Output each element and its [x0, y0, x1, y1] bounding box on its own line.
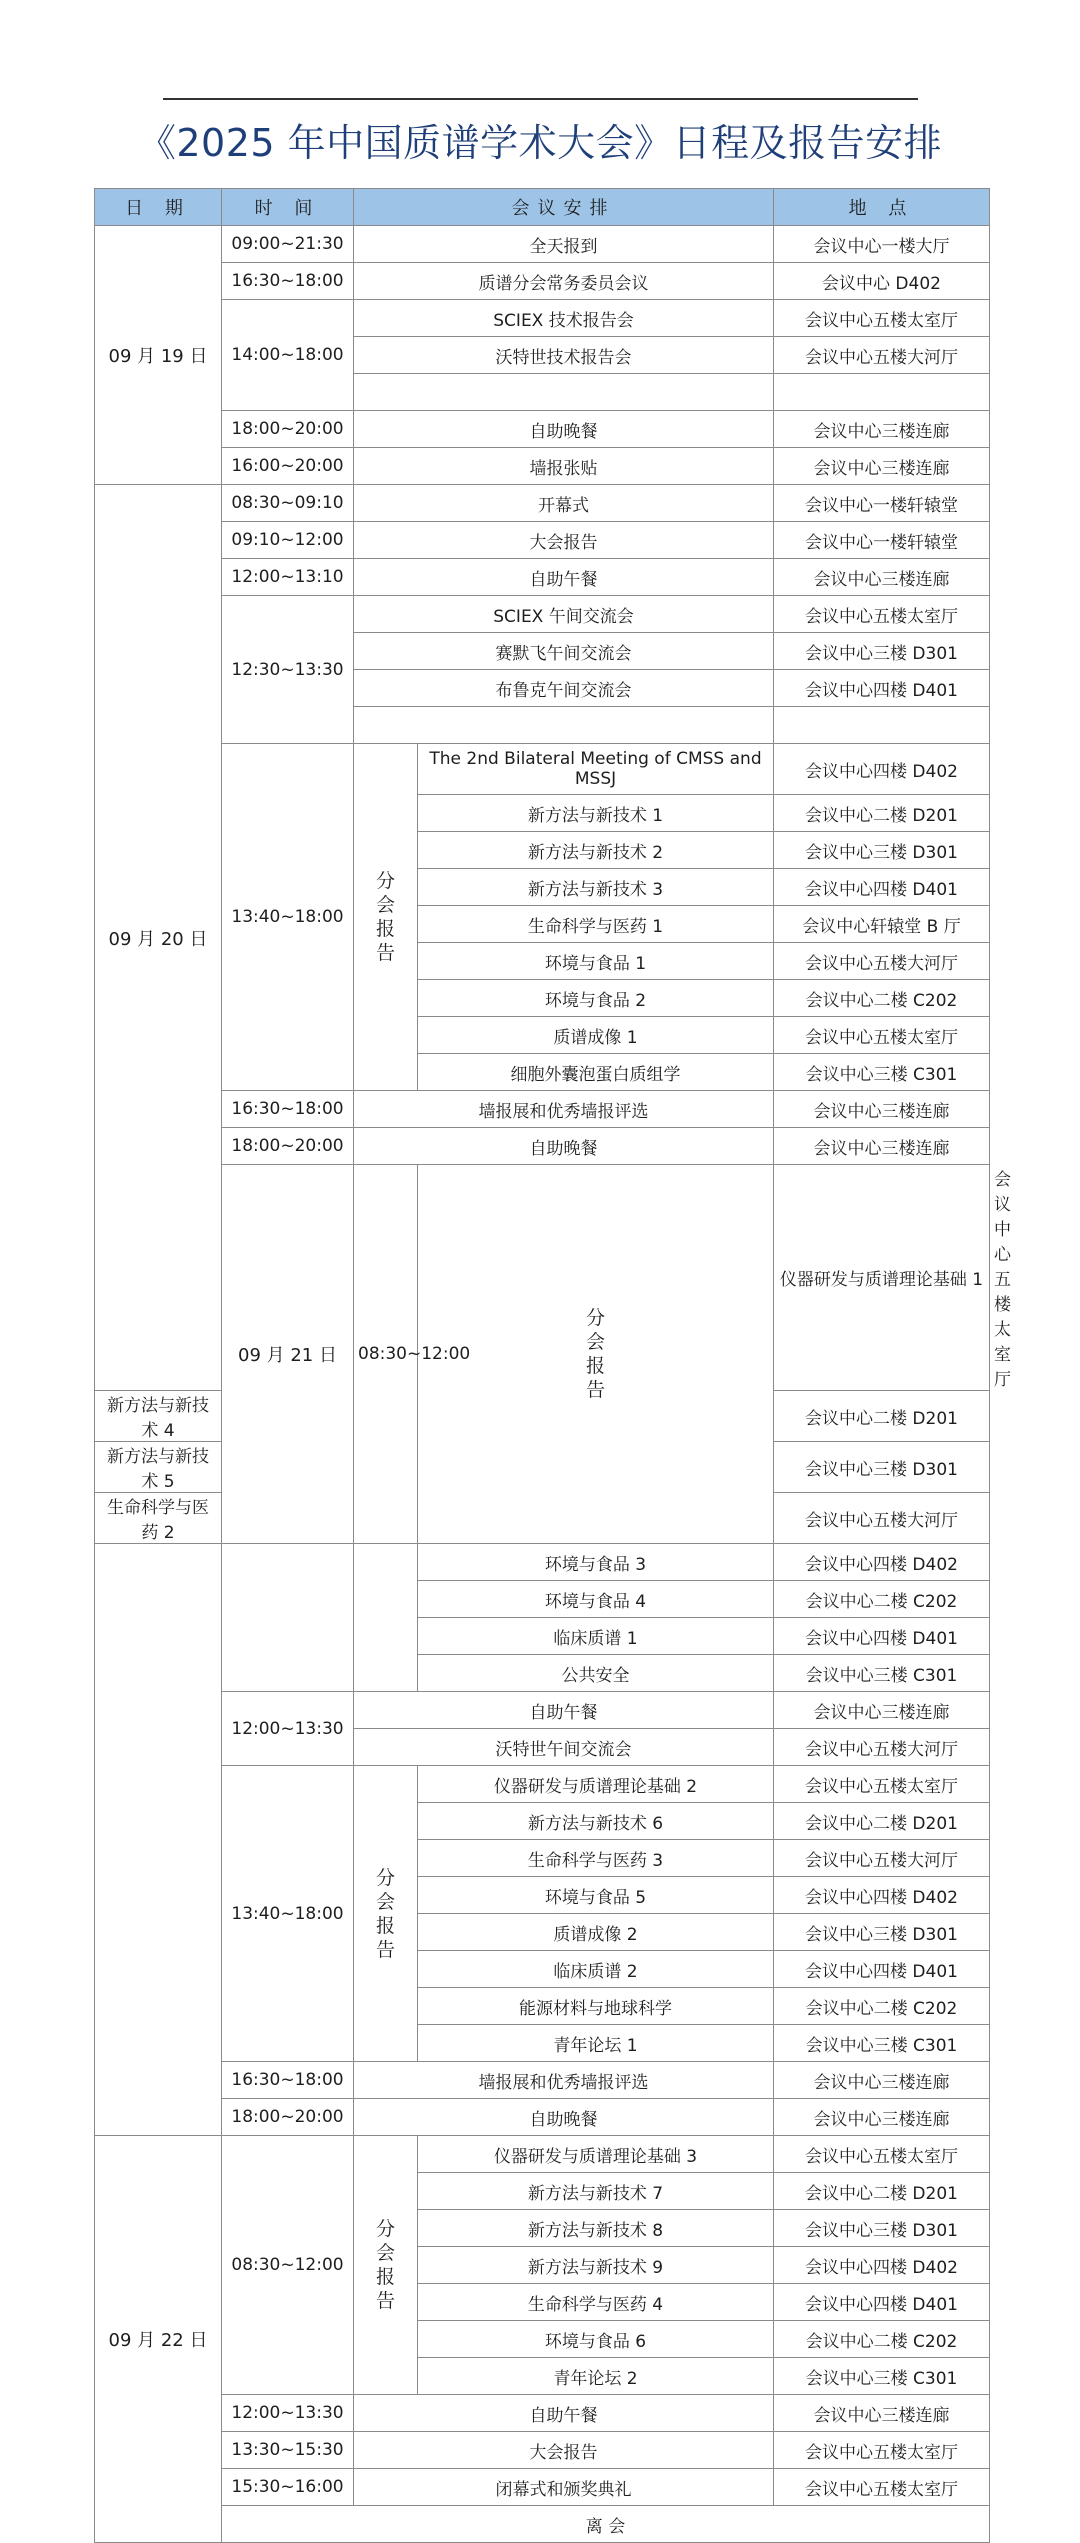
time-cell: 13:30~15:30	[222, 2432, 354, 2469]
table-row	[95, 226, 990, 263]
location-cell: 会议中心 D402	[774, 263, 990, 300]
location-cell: 会议中心三楼 C301	[774, 2025, 990, 2062]
empty-cell	[95, 1544, 222, 2136]
table-header-row	[95, 189, 990, 226]
session-name: 仪器研发与质谱理论基础 3	[418, 2136, 774, 2173]
header-location: 地 点	[774, 189, 990, 226]
time-cell: 16:30~18:00	[222, 1091, 354, 1128]
location-cell: 会议中心二楼 D201	[774, 795, 990, 832]
table-row	[95, 411, 990, 448]
session-name: 仪器研发与质谱理论基础 2	[418, 1766, 774, 1803]
time-cell: 08:30~12:00	[354, 1165, 418, 1544]
time-cell: 14:00~18:00	[222, 300, 354, 411]
time-cell: 12:00~13:30	[222, 1692, 354, 1766]
table-row	[95, 744, 990, 795]
table-row	[95, 2062, 990, 2099]
event-cell: 质谱分会常务委员会议	[354, 263, 774, 300]
session-name: 新方法与新技术 8	[418, 2210, 774, 2247]
session-name: 生命科学与医药 2	[95, 1493, 222, 1544]
session-name: 环境与食品 5	[418, 1877, 774, 1914]
location-cell: 会议中心三楼连廊	[774, 1091, 990, 1128]
table-row	[95, 2395, 990, 2432]
location-cell: 会议中心二楼 D201	[774, 2173, 990, 2210]
session-name: 新方法与新技术 5	[95, 1442, 222, 1493]
date-cell: 09 月 21 日	[222, 1165, 354, 1544]
location-cell: 会议中心三楼连廊	[774, 448, 990, 485]
session-name: 新方法与新技术 3	[418, 869, 774, 906]
session-name: 新方法与新技术 4	[95, 1391, 222, 1442]
location-cell: 会议中心四楼 D401	[774, 1618, 990, 1655]
table-row	[95, 263, 990, 300]
table-row	[95, 1544, 990, 1581]
location-cell: 会议中心五楼太室厅	[774, 2136, 990, 2173]
session-name: 生命科学与医药 1	[418, 906, 774, 943]
event-cell: 自助午餐	[354, 1692, 774, 1729]
session-name: 临床质谱 1	[418, 1618, 774, 1655]
event-cell: 闭幕式和颁奖典礼	[354, 2469, 774, 2506]
location-cell: 会议中心四楼 D402	[774, 1877, 990, 1914]
session-name: 生命科学与医药 4	[418, 2284, 774, 2321]
session-label-char: 报	[585, 1355, 605, 1377]
session-name: 环境与食品 6	[418, 2321, 774, 2358]
session-name: 新方法与新技术 6	[418, 1803, 774, 1840]
location-cell: 会议中心四楼 D402	[774, 744, 990, 795]
session-name: The 2nd Bilateral Meeting of CMSS and MSSJ	[418, 744, 774, 795]
location-cell: 会议中心三楼 D301	[774, 1914, 990, 1951]
location-cell: 会议中心三楼 D301	[774, 1442, 990, 1493]
empty-cell	[354, 1544, 418, 1692]
table-row	[95, 1766, 990, 1803]
session-label	[354, 2136, 418, 2395]
location-cell: 会议中心一楼轩辕堂	[774, 522, 990, 559]
location-cell: 会议中心三楼连廊	[774, 1128, 990, 1165]
time-cell: 12:30~13:30	[222, 596, 354, 744]
location-cell: 会议中心四楼 D401	[774, 1951, 990, 1988]
location-cell: 会议中心五楼太室厅	[774, 1017, 990, 1054]
table-row	[95, 2432, 990, 2469]
session-label-char: 分	[375, 870, 395, 892]
session-label-char: 报	[375, 918, 395, 940]
location-cell: 会议中心三楼连廊	[774, 2062, 990, 2099]
session-label-char: 分	[375, 1866, 395, 1889]
time-cell: 09:00~21:30	[222, 226, 354, 263]
session-name: 新方法与新技术 1	[418, 795, 774, 832]
event-cell: 大会报告	[354, 2432, 774, 2469]
session-name: 细胞外囊泡蛋白质组学	[418, 1054, 774, 1091]
location-cell: 会议中心五楼大河厅	[774, 1493, 990, 1544]
event-cell: 自助晚餐	[354, 1128, 774, 1165]
session-name: 环境与食品 3	[418, 1544, 774, 1581]
event-cell: SCIEX 午间交流会	[354, 596, 774, 633]
session-label	[354, 1766, 418, 2062]
session-name: 生命科学与医药 3	[418, 1840, 774, 1877]
header-time: 时 间	[222, 189, 354, 226]
location-cell: 会议中心二楼 C202	[774, 1988, 990, 2025]
session-label-char: 报	[375, 2266, 395, 2288]
session-label-char: 会	[375, 1890, 395, 1913]
session-label-char: 分	[585, 1307, 605, 1329]
table-row	[95, 559, 990, 596]
location-cell: 会议中心二楼 D201	[774, 1803, 990, 1840]
location-cell: 会议中心三楼连廊	[774, 2099, 990, 2136]
empty-cell	[354, 374, 774, 411]
location-cell: 会议中心三楼 C301	[774, 1655, 990, 1692]
session-name: 新方法与新技术 2	[418, 832, 774, 869]
event-cell: 自助晚餐	[354, 411, 774, 448]
empty-cell	[774, 707, 990, 744]
time-cell: 18:00~20:00	[222, 1128, 354, 1165]
location-cell: 会议中心二楼 D201	[774, 1391, 990, 1442]
time-cell: 12:00~13:30	[222, 2395, 354, 2432]
location-cell: 会议中心五楼大河厅	[774, 337, 990, 374]
location-cell: 会议中心五楼太室厅	[774, 2432, 990, 2469]
location-cell: 会议中心三楼连廊	[774, 559, 990, 596]
time-cell: 16:30~18:00	[222, 263, 354, 300]
empty-cell	[354, 707, 774, 744]
location-cell: 会议中心三楼连廊	[774, 2395, 990, 2432]
session-name: 质谱成像 2	[418, 1914, 774, 1951]
table-row	[95, 300, 990, 337]
session-label-char: 分	[375, 2218, 395, 2240]
location-cell: 会议中心五楼大河厅	[774, 1840, 990, 1877]
time-cell: 13:40~18:00	[222, 1766, 354, 2062]
time-cell: 09:10~12:00	[222, 522, 354, 559]
time-cell: 15:30~16:00	[222, 2469, 354, 2506]
session-label-char: 会	[375, 894, 395, 916]
table-row	[95, 1692, 990, 1729]
event-cell: 布鲁克午间交流会	[354, 670, 774, 707]
session-label-char: 告	[585, 1379, 605, 1401]
location-cell: 会议中心四楼 D401	[774, 670, 990, 707]
event-cell: 墙报展和优秀墙报评选	[354, 1091, 774, 1128]
departure-cell: 离 会	[222, 2506, 990, 2543]
time-cell: 08:30~12:00	[222, 2136, 354, 2395]
session-label-char: 会	[585, 1331, 605, 1353]
location-cell: 会议中心三楼 C301	[774, 2358, 990, 2395]
date-cell: 09 月 20 日	[95, 485, 222, 1391]
session-label	[354, 744, 418, 1091]
event-cell: 自助晚餐	[354, 2099, 774, 2136]
time-cell: 18:00~20:00	[222, 2099, 354, 2136]
session-label-char: 会	[375, 2242, 395, 2264]
table-row	[95, 1091, 990, 1128]
session-label-char: 报	[375, 1914, 395, 1937]
session-name: 青年论坛 2	[418, 2358, 774, 2395]
event-cell: 开幕式	[354, 485, 774, 522]
table-row	[95, 448, 990, 485]
event-cell: 赛默飞午间交流会	[354, 633, 774, 670]
location-cell: 会议中心五楼大河厅	[774, 943, 990, 980]
table-row	[95, 485, 990, 522]
date-cell: 09 月 22 日	[95, 2136, 222, 2543]
session-name: 质谱成像 1	[418, 1017, 774, 1054]
location-cell: 会议中心二楼 C202	[774, 2321, 990, 2358]
event-cell: 大会报告	[354, 522, 774, 559]
time-cell: 16:30~18:00	[222, 2062, 354, 2099]
session-name: 公共安全	[418, 1655, 774, 1692]
event-cell: 自助午餐	[354, 559, 774, 596]
session-label-char: 告	[375, 942, 395, 964]
session-label-char: 告	[375, 2290, 395, 2312]
page-title: 《2025 年中国质谱学术大会》日程及报告安排	[137, 121, 943, 165]
event-cell: 沃特世技术报告会	[354, 337, 774, 374]
table-row	[95, 2099, 990, 2136]
table-row	[95, 2506, 990, 2543]
date-cell: 09 月 19 日	[95, 226, 222, 485]
session-name: 新方法与新技术 9	[418, 2247, 774, 2284]
session-name: 青年论坛 1	[418, 2025, 774, 2062]
session-label	[418, 1165, 774, 1544]
event-cell: SCIEX 技术报告会	[354, 300, 774, 337]
location-cell: 会议中心三楼 D301	[774, 633, 990, 670]
location-cell: 会议中心三楼连廊	[774, 411, 990, 448]
time-cell: 18:00~20:00	[222, 411, 354, 448]
session-name: 仪器研发与质谱理论基础 1	[774, 1165, 990, 1391]
top-rule	[163, 98, 918, 100]
location-cell: 会议中心五楼太室厅	[774, 1766, 990, 1803]
event-cell: 墙报张贴	[354, 448, 774, 485]
location-cell: 会议中心四楼 D401	[774, 869, 990, 906]
table-row	[95, 2469, 990, 2506]
location-cell: 会议中心四楼 D402	[774, 2247, 990, 2284]
event-cell: 全天报到	[354, 226, 774, 263]
location-cell: 会议中心三楼连廊	[774, 1692, 990, 1729]
table-row	[95, 522, 990, 559]
table-row	[95, 596, 990, 633]
time-cell: 16:00~20:00	[222, 448, 354, 485]
location-cell: 会议中心四楼 D402	[774, 1544, 990, 1581]
event-cell: 自助午餐	[354, 2395, 774, 2432]
location-cell: 会议中心三楼 C301	[774, 1054, 990, 1091]
empty-cell	[222, 1544, 354, 1692]
location-cell: 会议中心三楼 D301	[774, 2210, 990, 2247]
time-cell: 13:40~18:00	[222, 744, 354, 1091]
schedule-table	[94, 188, 1011, 2543]
session-name: 环境与食品 2	[418, 980, 774, 1017]
time-cell: 12:00~13:10	[222, 559, 354, 596]
session-name: 环境与食品 1	[418, 943, 774, 980]
session-label-char: 告	[375, 1938, 395, 1961]
session-name: 环境与食品 4	[418, 1581, 774, 1618]
empty-cell	[774, 374, 990, 411]
table-row	[95, 1128, 990, 1165]
header-event: 会议安排	[354, 189, 774, 226]
table-row	[95, 2136, 990, 2173]
table-row: 09 月 21 日 08:30~12:00 分 会 报 告 仪器研发与质谱理论基础 1 会议中心五楼太室厅	[95, 1165, 990, 1391]
location-cell: 会议中心一楼轩辕堂	[774, 485, 990, 522]
header-date: 日 期	[95, 189, 222, 226]
session-name: 临床质谱 2	[418, 1951, 774, 1988]
location-cell: 会议中心二楼 C202	[774, 1581, 990, 1618]
event-cell: 墙报展和优秀墙报评选	[354, 2062, 774, 2099]
location-cell: 会议中心轩辕堂 B 厅	[774, 906, 990, 943]
session-name: 能源材料与地球科学	[418, 1988, 774, 2025]
session-name: 新方法与新技术 7	[418, 2173, 774, 2210]
location-cell: 会议中心五楼太室厅	[774, 2469, 990, 2506]
location-cell: 会议中心二楼 C202	[774, 980, 990, 1017]
event-cell: 沃特世午间交流会	[354, 1729, 774, 1766]
location-cell: 会议中心一楼大厅	[774, 226, 990, 263]
time-cell: 08:30~09:10	[222, 485, 354, 522]
location-cell: 会议中心三楼 D301	[774, 832, 990, 869]
location-cell: 会议中心五楼太室厅	[774, 300, 990, 337]
location-cell: 会议中心五楼大河厅	[774, 1729, 990, 1766]
location-cell: 会议中心五楼太室厅	[774, 596, 990, 633]
location-cell: 会议中心四楼 D401	[774, 2284, 990, 2321]
